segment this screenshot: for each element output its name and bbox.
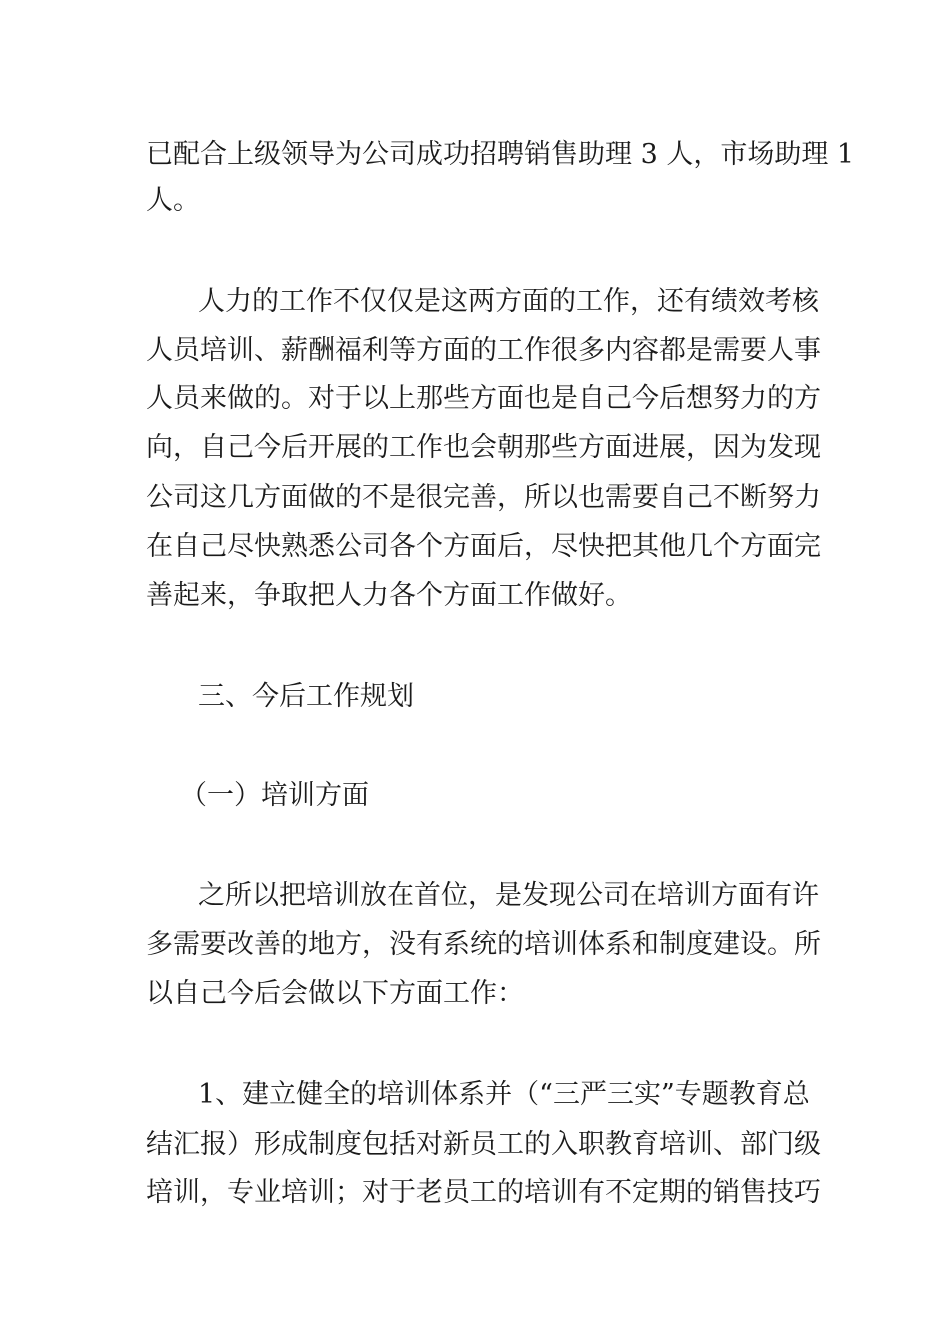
para-2-line-6: 在自己尽快熟悉公司各个方面后，尽快把其他几个方面完 [146, 531, 821, 562]
section-heading: 三、今后工作规划 [198, 681, 414, 712]
para-4-line-1: 1、建立健全的培训体系并（“三严三实”专题教育总 [198, 1079, 810, 1110]
para-2-line-3: 人员来做的。对于以上那些方面也是自己今后想努力的方 [146, 383, 821, 414]
para-3-line-1: 之所以把培训放在首位，是发现公司在培训方面有许 [198, 880, 819, 911]
para-1-line-2: 人。 [146, 185, 200, 216]
para-3-line-2: 多需要改善的地方，没有系统的培训体系和制度建设。所 [146, 929, 821, 960]
para-3-line-3: 以自己今后会做以下方面工作： [146, 978, 524, 1009]
para-1-line-1: 已配合上级领导为公司成功招聘销售助理 3 人，市场助理 1 [146, 139, 855, 170]
para-2-line-2: 人员培训、薪酬福利等方面的工作很多内容都是需要人事 [146, 335, 821, 366]
para-2-line-7: 善起来，争取把人力各个方面工作做好。 [146, 580, 632, 611]
para-2-line-1: 人力的工作不仅仅是这两方面的工作，还有绩效考核 [198, 286, 819, 317]
subsection-heading: （一）培训方面 [180, 780, 369, 811]
para-2-line-4: 向，自己今后开展的工作也会朝那些方面进展，因为发现 [146, 432, 821, 463]
para-2-line-5: 公司这几方面做的不是很完善，所以也需要自己不断努力 [146, 482, 821, 513]
para-4-line-2: 结汇报）形成制度包括对新员工的入职教育培训、部门级 [146, 1129, 821, 1160]
para-4-line-3: 培训，专业培训；对于老员工的培训有不定期的销售技巧 [146, 1177, 821, 1208]
